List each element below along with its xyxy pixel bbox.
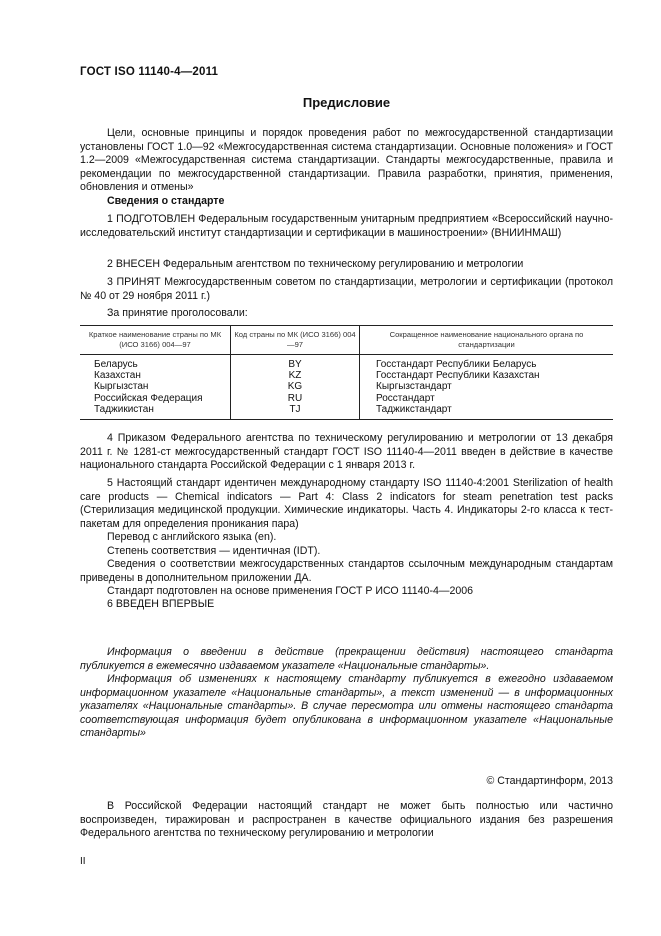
table-cell-country: Казахстан [94, 370, 141, 382]
table-cell-code: KG [231, 381, 360, 392]
table-cell-code: BY [231, 355, 360, 371]
agreement-table-wrap [80, 325, 613, 420]
item-5-degree: Степень соответствия — идентичная (IDT). [107, 544, 321, 557]
table-cell-body: Росстандарт [360, 393, 614, 404]
table-cell-body: Госстандарт Республики Казахстан [360, 370, 614, 381]
notice-block [80, 646, 613, 741]
table-cell-country: Таджикистан [80, 404, 231, 420]
table-cell-country: Кыргызстан [94, 381, 149, 393]
page-number: II [80, 856, 86, 867]
table-cell-code: RU [231, 393, 360, 404]
table-cell-body: Таджикстандарт [360, 404, 614, 420]
table-cell-body: Кыргызстандарт [360, 381, 614, 392]
item-5-basis: Стандарт подготовлен на основе применения ГОСТ Р ИСО 11140-4—2006 [107, 585, 474, 597]
table-header-code: Код страны по МК (ИСО 3166) 004—97 [231, 326, 360, 355]
item-2-text: 2 ВНЕСЕН Федеральным агентством по техническому регулированию и метрологии [107, 258, 524, 270]
item-2 [80, 258, 613, 272]
table-row [80, 393, 613, 404]
table-row [80, 370, 613, 381]
item-6 [80, 598, 613, 612]
vote-label-wrap [80, 307, 613, 321]
table-header-body: Сокращенное наименование национального органа по стандартизации [360, 326, 614, 355]
item-6-text: 6 ВВЕДЕН ВПЕРВЫЕ [107, 598, 215, 610]
item-5-language: Перевод с английского языка (en). [107, 531, 277, 543]
vote-label: За принятие проголосовали: [107, 307, 248, 319]
section-heading: Сведения о стандарте [107, 195, 225, 207]
table-header-country: Краткое наименование страны по МК (ИСО 3166) 004—97 [80, 326, 231, 355]
reproduction-notice [80, 800, 613, 841]
table-row [80, 404, 613, 420]
item-5-text: 5 Настоящий стандарт идентичен международному стандарту ISO 11140-4:2001 Sterilization of health care products — Chemical indicators — Part 4: Class 2 indicators for steam penetration test packs (Стерилизация медицинской продукции. Химические индикаторы. Часть 4. Индикаторы 2-го класса к тест-пакетам для определения проникания пара) [80, 477, 613, 530]
section-heading-wrap [80, 195, 613, 209]
table-cell-body: Госстандарт Республики Беларусь [360, 355, 614, 371]
item-5-references: Сведения о соответствии межгосударственных стандартов ссылочным международным стандартам приведены в дополнительном приложении ДА. [80, 558, 613, 584]
notice-paragraph-1: Информация о введении в действие (прекращении действия) настоящего стандарта публикуется в ежемесячно издаваемом указателе «Национальные стандарты». [80, 646, 613, 672]
item-1 [80, 213, 613, 240]
document-header: ГОСТ ISO 11140-4—2011 [80, 66, 219, 78]
table-row [80, 355, 613, 371]
intro-paragraph [80, 127, 613, 195]
copyright: © Стандартинформ, 2013 [486, 775, 613, 787]
table-cell-country: Российская Федерация [94, 392, 203, 404]
table-cell-code: TJ [231, 404, 360, 420]
table-cell-code: KZ [231, 370, 360, 381]
item-5 [80, 477, 613, 599]
item-1-text: 1 ПОДГОТОВЛЕН Федеральным государственным унитарным предприятием «Всероссийский научно-исследовательский институт стандартизации и сертификации в машиностроении» (ВНИИНМАШ) [80, 213, 613, 239]
item-4-text: 4 Приказом Федерального агентства по техническому регулированию и метрологии от 13 декабря 2011 г. № 1281-ст межгосударственный стандарт ГОСТ ISO 11140-4—2011 введен в действие в качестве национального стандарта Российской Федерации с 1 января 2013 г. [80, 432, 613, 471]
reproduction-text: В Российской Федерации настоящий стандарт не может быть полностью или частично воспроизведен, тиражирован и распространен в качестве официального издания без разрешения Федерального агентства по техническому регулированию и метрологии [80, 800, 613, 839]
table-row [80, 381, 613, 392]
page-title: Предисловие [302, 95, 391, 110]
agreement-table [80, 325, 613, 420]
notice-paragraph-2: Информация об изменениях к настоящему стандарту публикуется в ежегодно издаваемом информационном указателе «Национальные стандарты», а текст изменений — в информационных указателях «Национальные стандарты». В случае пересмотра или отмены настоящего стандарта соответствующая информация будет опубликована в информационном указателе «Национальные стандарты» [80, 673, 613, 739]
intro-text: Цели, основные принципы и порядок проведения работ по межгосударственной стандартизации установлены ГОСТ 1.0—92 «Межгосударственная система стандартизации. Основные положения» и ГОСТ 1.2—2009 «Межгосударственная система стандартизации. Стандарты межгосударственные, правила и рекомендации по межгосударственной стандартизации. Правила разработки, принятия, применения, обновления и отмены» [80, 127, 613, 193]
item-3 [80, 276, 613, 303]
item-3-text: 3 ПРИНЯТ Межгосударственным советом по стандартизации, метрологии и сертификации (протокол № 40 от 29 ноября 2011 г.) [80, 276, 613, 302]
item-4 [80, 432, 613, 473]
table-cell-country: Беларусь [94, 359, 138, 370]
